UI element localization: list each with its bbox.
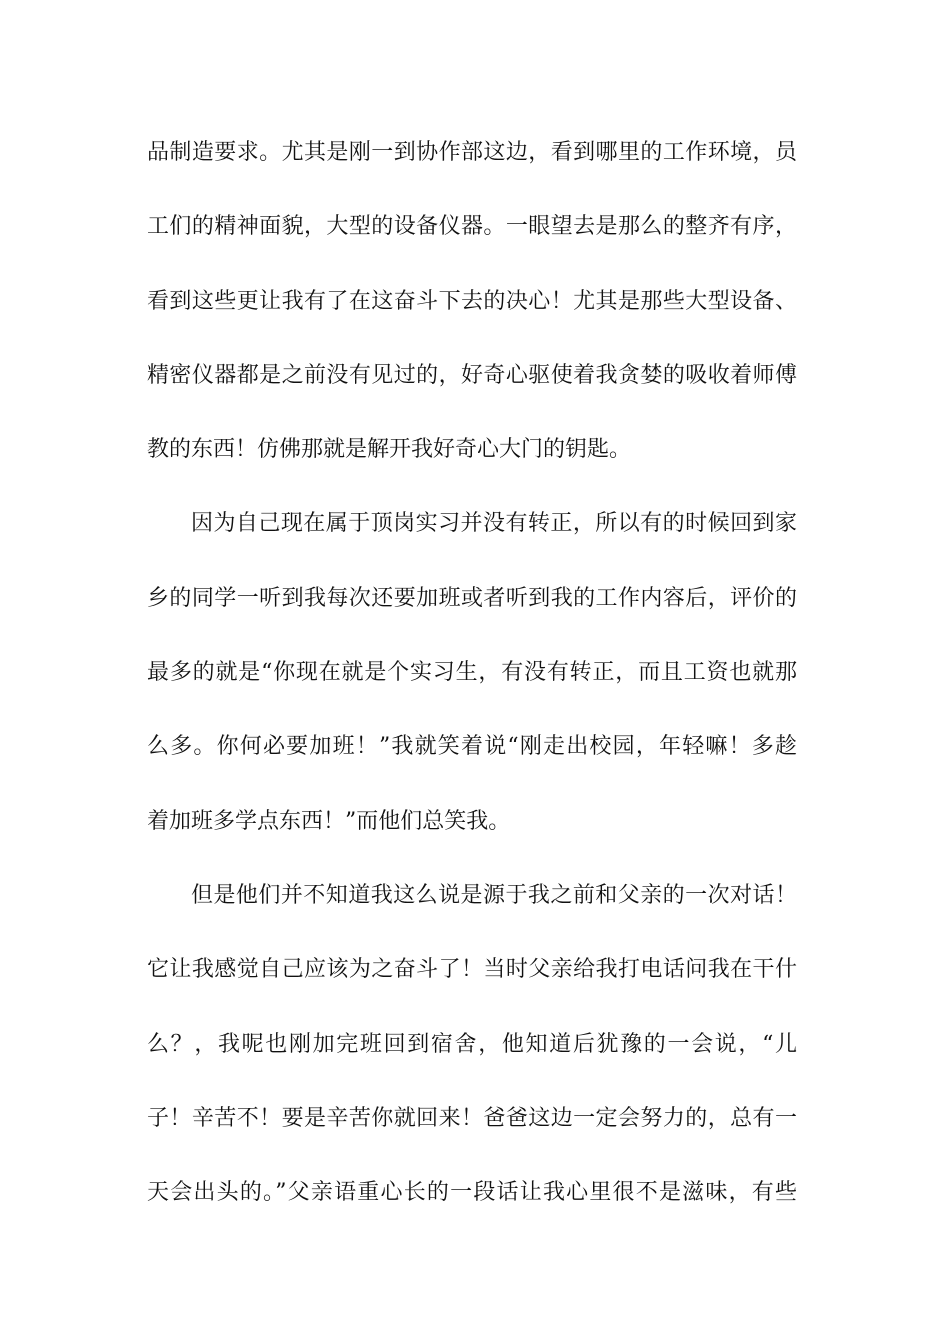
text-line: 最多的就是“你现在就是个实习生，有没有转正，而且工资也就那 [147, 660, 797, 686]
text-line: 它让我感觉自己应该为之奋斗了！当时父亲给我打电话问我在干什 [147, 957, 797, 983]
text-line: 工们的精神面貌，大型的设备仪器。一眼望去是那么的整齐有序， [147, 214, 797, 240]
text-line: 着加班多学点东西！”而他们总笑我。 [147, 808, 511, 834]
text-line: 天会出头的。”父亲语重心长的一段话让我心里很不是滋味，有些 [147, 1180, 797, 1206]
text-line: 品制造要求。尤其是刚一到协作部这边，看到哪里的工作环境，员 [147, 140, 797, 165]
text-line: 看到这些更让我有了在这奋斗下去的决心！尤其是那些大型设备、 [147, 288, 797, 314]
text-line: 么多。你何必要加班！”我就笑着说“刚走出校园，年轻嘛！多趁 [147, 734, 797, 760]
text-line: 么？，我呢也刚加完班回到宿舍，他知道后犹豫的一会说，“儿 [147, 1031, 797, 1057]
document-body [147, 128, 797, 1242]
text-line: 乡的同学一听到我每次还要加班或者听到我的工作内容后，评价的 [147, 585, 797, 611]
paragraph-start-line: 因为自己现在属于顶岗实习并没有转正，所以有的时候回到家 [191, 511, 797, 537]
paragraph-start-line: 但是他们并不知道我这么说是源于我之前和父亲的一次对话！ [191, 882, 797, 908]
text-line: 子！辛苦不！要是辛苦你就回来！爸爸这边一定会努力的，总有一 [147, 1105, 797, 1131]
text-line: 教的东西！仿佛那就是解开我好奇心大门的钥匙。 [147, 437, 632, 463]
text-line: 精密仪器都是之前没有见过的，好奇心驱使着我贪婪的吸收着师傅 [147, 362, 797, 388]
